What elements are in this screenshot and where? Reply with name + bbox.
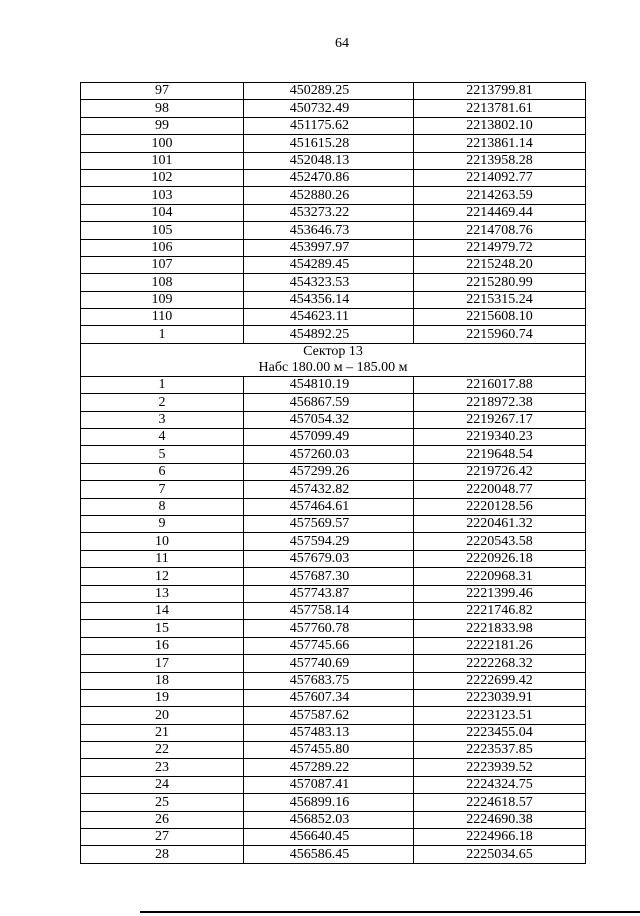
y-coordinate-cell: 2222268.32 bbox=[414, 655, 586, 672]
table-row bbox=[81, 481, 586, 498]
y-coordinate-cell: 2221746.82 bbox=[414, 602, 586, 619]
y-coordinate-cell: 2223537.85 bbox=[414, 742, 586, 759]
y-coordinate-cell: 2220968.31 bbox=[414, 568, 586, 585]
table-row bbox=[81, 742, 586, 759]
table-row bbox=[81, 135, 586, 152]
x-coordinate-cell: 457483.13 bbox=[244, 724, 414, 741]
point-number-cell: 107 bbox=[81, 256, 244, 273]
table-row bbox=[81, 533, 586, 550]
point-number-cell: 19 bbox=[81, 689, 244, 706]
point-number-cell: 7 bbox=[81, 481, 244, 498]
x-coordinate-cell: 457455.80 bbox=[244, 742, 414, 759]
table-row bbox=[81, 463, 586, 480]
y-coordinate-cell: 2220048.77 bbox=[414, 481, 586, 498]
point-number-cell: 20 bbox=[81, 707, 244, 724]
point-number-cell: 100 bbox=[81, 135, 244, 152]
point-number-cell: 5 bbox=[81, 446, 244, 463]
y-coordinate-cell: 2221399.46 bbox=[414, 585, 586, 602]
x-coordinate-cell: 452880.26 bbox=[244, 187, 414, 204]
x-coordinate-cell: 457432.82 bbox=[244, 481, 414, 498]
table-row bbox=[81, 326, 586, 343]
table-row bbox=[81, 689, 586, 706]
section-header-cell bbox=[81, 343, 586, 376]
y-coordinate-cell: 2223123.51 bbox=[414, 707, 586, 724]
y-coordinate-cell: 2220128.56 bbox=[414, 498, 586, 515]
y-coordinate-cell: 2215280.99 bbox=[414, 274, 586, 291]
y-coordinate-cell: 2216017.88 bbox=[414, 376, 586, 393]
page-number: 64 bbox=[335, 36, 349, 51]
point-number-cell: 26 bbox=[81, 811, 244, 828]
y-coordinate-cell: 2215248.20 bbox=[414, 256, 586, 273]
table-row bbox=[81, 550, 586, 567]
point-number-cell: 110 bbox=[81, 309, 244, 326]
x-coordinate-cell: 456867.59 bbox=[244, 394, 414, 411]
point-number-cell: 9 bbox=[81, 515, 244, 532]
table-row bbox=[81, 411, 586, 428]
table-row bbox=[81, 602, 586, 619]
x-coordinate-cell: 457758.14 bbox=[244, 602, 414, 619]
x-coordinate-cell: 457687.30 bbox=[244, 568, 414, 585]
x-coordinate-cell: 450732.49 bbox=[244, 100, 414, 117]
point-number-cell: 11 bbox=[81, 550, 244, 567]
table-row bbox=[81, 309, 586, 326]
table-row bbox=[81, 707, 586, 724]
x-coordinate-cell: 454323.53 bbox=[244, 274, 414, 291]
y-coordinate-cell: 2224324.75 bbox=[414, 776, 586, 793]
x-coordinate-cell: 452470.86 bbox=[244, 169, 414, 186]
table-row bbox=[81, 169, 586, 186]
y-coordinate-cell: 2225034.65 bbox=[414, 846, 586, 863]
bottom-rule bbox=[140, 911, 640, 913]
point-number-cell: 17 bbox=[81, 655, 244, 672]
point-number-cell: 104 bbox=[81, 204, 244, 221]
section-header-group bbox=[81, 343, 586, 376]
y-coordinate-cell: 2215315.24 bbox=[414, 291, 586, 308]
y-coordinate-cell: 2214263.59 bbox=[414, 187, 586, 204]
x-coordinate-cell: 457260.03 bbox=[244, 446, 414, 463]
table-row bbox=[81, 376, 586, 393]
x-coordinate-cell: 457087.41 bbox=[244, 776, 414, 793]
y-coordinate-cell: 2224966.18 bbox=[414, 829, 586, 846]
table-row bbox=[81, 117, 586, 134]
x-coordinate-cell: 456640.45 bbox=[244, 829, 414, 846]
y-coordinate-cell: 2220926.18 bbox=[414, 550, 586, 567]
point-number-cell: 2 bbox=[81, 394, 244, 411]
y-coordinate-cell: 2215608.10 bbox=[414, 309, 586, 326]
x-coordinate-cell: 457569.57 bbox=[244, 515, 414, 532]
table-row bbox=[81, 811, 586, 828]
table-row bbox=[81, 274, 586, 291]
table-row bbox=[81, 152, 586, 169]
point-number-cell: 14 bbox=[81, 602, 244, 619]
point-number-cell: 21 bbox=[81, 724, 244, 741]
table-row bbox=[81, 846, 586, 863]
point-number-cell: 28 bbox=[81, 846, 244, 863]
y-coordinate-cell: 2222181.26 bbox=[414, 637, 586, 654]
x-coordinate-cell: 454623.11 bbox=[244, 309, 414, 326]
point-number-cell: 15 bbox=[81, 620, 244, 637]
y-coordinate-cell: 2214708.76 bbox=[414, 222, 586, 239]
table-row bbox=[81, 637, 586, 654]
section-header-row bbox=[81, 343, 586, 376]
y-coordinate-cell: 2221833.98 bbox=[414, 620, 586, 637]
y-coordinate-cell: 2224618.57 bbox=[414, 794, 586, 811]
table-row bbox=[81, 620, 586, 637]
y-coordinate-cell: 2213781.61 bbox=[414, 100, 586, 117]
y-coordinate-cell: 2214469.44 bbox=[414, 204, 586, 221]
point-number-cell: 13 bbox=[81, 585, 244, 602]
rows-after-section bbox=[81, 376, 586, 863]
table-row bbox=[81, 829, 586, 846]
table-row bbox=[81, 222, 586, 239]
point-number-cell: 106 bbox=[81, 239, 244, 256]
y-coordinate-cell: 2219340.23 bbox=[414, 429, 586, 446]
x-coordinate-cell: 457740.69 bbox=[244, 655, 414, 672]
section-title: Сектор 13 bbox=[303, 343, 363, 359]
x-coordinate-cell: 457607.34 bbox=[244, 689, 414, 706]
point-number-cell: 105 bbox=[81, 222, 244, 239]
table-row bbox=[81, 655, 586, 672]
point-number-cell: 8 bbox=[81, 498, 244, 515]
y-coordinate-cell: 2219267.17 bbox=[414, 411, 586, 428]
x-coordinate-cell: 457299.26 bbox=[244, 463, 414, 480]
coordinates-table bbox=[80, 82, 586, 864]
section-subtitle: Набс 180.00 м – 185.00 м bbox=[258, 359, 408, 375]
point-number-cell: 18 bbox=[81, 672, 244, 689]
table-row bbox=[81, 672, 586, 689]
table-row bbox=[81, 256, 586, 273]
point-number-cell: 22 bbox=[81, 742, 244, 759]
point-number-cell: 1 bbox=[81, 376, 244, 393]
x-coordinate-cell: 452048.13 bbox=[244, 152, 414, 169]
x-coordinate-cell: 457587.62 bbox=[244, 707, 414, 724]
y-coordinate-cell: 2222699.42 bbox=[414, 672, 586, 689]
x-coordinate-cell: 457743.87 bbox=[244, 585, 414, 602]
y-coordinate-cell: 2214092.77 bbox=[414, 169, 586, 186]
point-number-cell: 4 bbox=[81, 429, 244, 446]
x-coordinate-cell: 453273.22 bbox=[244, 204, 414, 221]
point-number-cell: 103 bbox=[81, 187, 244, 204]
table-row bbox=[81, 446, 586, 463]
point-number-cell: 99 bbox=[81, 117, 244, 134]
point-number-cell: 108 bbox=[81, 274, 244, 291]
x-coordinate-cell: 457464.61 bbox=[244, 498, 414, 515]
point-number-cell: 24 bbox=[81, 776, 244, 793]
x-coordinate-cell: 454356.14 bbox=[244, 291, 414, 308]
y-coordinate-cell: 2213799.81 bbox=[414, 83, 586, 100]
table-row bbox=[81, 776, 586, 793]
x-coordinate-cell: 457099.49 bbox=[244, 429, 414, 446]
y-coordinate-cell: 2219726.42 bbox=[414, 463, 586, 480]
x-coordinate-cell: 456852.03 bbox=[244, 811, 414, 828]
y-coordinate-cell: 2213958.28 bbox=[414, 152, 586, 169]
y-coordinate-cell: 2223939.52 bbox=[414, 759, 586, 776]
table-row bbox=[81, 239, 586, 256]
point-number-cell: 27 bbox=[81, 829, 244, 846]
point-number-cell: 12 bbox=[81, 568, 244, 585]
table-row bbox=[81, 498, 586, 515]
table-row bbox=[81, 585, 586, 602]
y-coordinate-cell: 2224690.38 bbox=[414, 811, 586, 828]
x-coordinate-cell: 457745.66 bbox=[244, 637, 414, 654]
y-coordinate-cell: 2223455.04 bbox=[414, 724, 586, 741]
y-coordinate-cell: 2220461.32 bbox=[414, 515, 586, 532]
y-coordinate-cell: 2218972.38 bbox=[414, 394, 586, 411]
x-coordinate-cell: 451615.28 bbox=[244, 135, 414, 152]
x-coordinate-cell: 454892.25 bbox=[244, 326, 414, 343]
point-number-cell: 109 bbox=[81, 291, 244, 308]
x-coordinate-cell: 456586.45 bbox=[244, 846, 414, 863]
x-coordinate-cell: 454810.19 bbox=[244, 376, 414, 393]
x-coordinate-cell: 453997.97 bbox=[244, 239, 414, 256]
table-row bbox=[81, 515, 586, 532]
y-coordinate-cell: 2214979.72 bbox=[414, 239, 586, 256]
y-coordinate-cell: 2215960.74 bbox=[414, 326, 586, 343]
x-coordinate-cell: 454289.45 bbox=[244, 256, 414, 273]
y-coordinate-cell: 2220543.58 bbox=[414, 533, 586, 550]
x-coordinate-cell: 457594.29 bbox=[244, 533, 414, 550]
x-coordinate-cell: 457054.32 bbox=[244, 411, 414, 428]
table-row bbox=[81, 204, 586, 221]
table-row bbox=[81, 794, 586, 811]
rows-before-section bbox=[81, 83, 586, 344]
table-row bbox=[81, 100, 586, 117]
table-row bbox=[81, 429, 586, 446]
x-coordinate-cell: 456899.16 bbox=[244, 794, 414, 811]
point-number-cell: 16 bbox=[81, 637, 244, 654]
table-row bbox=[81, 291, 586, 308]
x-coordinate-cell: 457289.22 bbox=[244, 759, 414, 776]
x-coordinate-cell: 453646.73 bbox=[244, 222, 414, 239]
table-row bbox=[81, 568, 586, 585]
point-number-cell: 3 bbox=[81, 411, 244, 428]
table-row bbox=[81, 187, 586, 204]
x-coordinate-cell: 457683.75 bbox=[244, 672, 414, 689]
point-number-cell: 10 bbox=[81, 533, 244, 550]
table-row bbox=[81, 394, 586, 411]
x-coordinate-cell: 451175.62 bbox=[244, 117, 414, 134]
point-number-cell: 6 bbox=[81, 463, 244, 480]
y-coordinate-cell: 2219648.54 bbox=[414, 446, 586, 463]
table-row bbox=[81, 83, 586, 100]
point-number-cell: 97 bbox=[81, 83, 244, 100]
table-row bbox=[81, 724, 586, 741]
table-row bbox=[81, 759, 586, 776]
point-number-cell: 102 bbox=[81, 169, 244, 186]
point-number-cell: 25 bbox=[81, 794, 244, 811]
y-coordinate-cell: 2213802.10 bbox=[414, 117, 586, 134]
x-coordinate-cell: 450289.25 bbox=[244, 83, 414, 100]
point-number-cell: 23 bbox=[81, 759, 244, 776]
x-coordinate-cell: 457760.78 bbox=[244, 620, 414, 637]
point-number-cell: 98 bbox=[81, 100, 244, 117]
point-number-cell: 1 bbox=[81, 326, 244, 343]
point-number-cell: 101 bbox=[81, 152, 244, 169]
x-coordinate-cell: 457679.03 bbox=[244, 550, 414, 567]
y-coordinate-cell: 2223039.91 bbox=[414, 689, 586, 706]
y-coordinate-cell: 2213861.14 bbox=[414, 135, 586, 152]
